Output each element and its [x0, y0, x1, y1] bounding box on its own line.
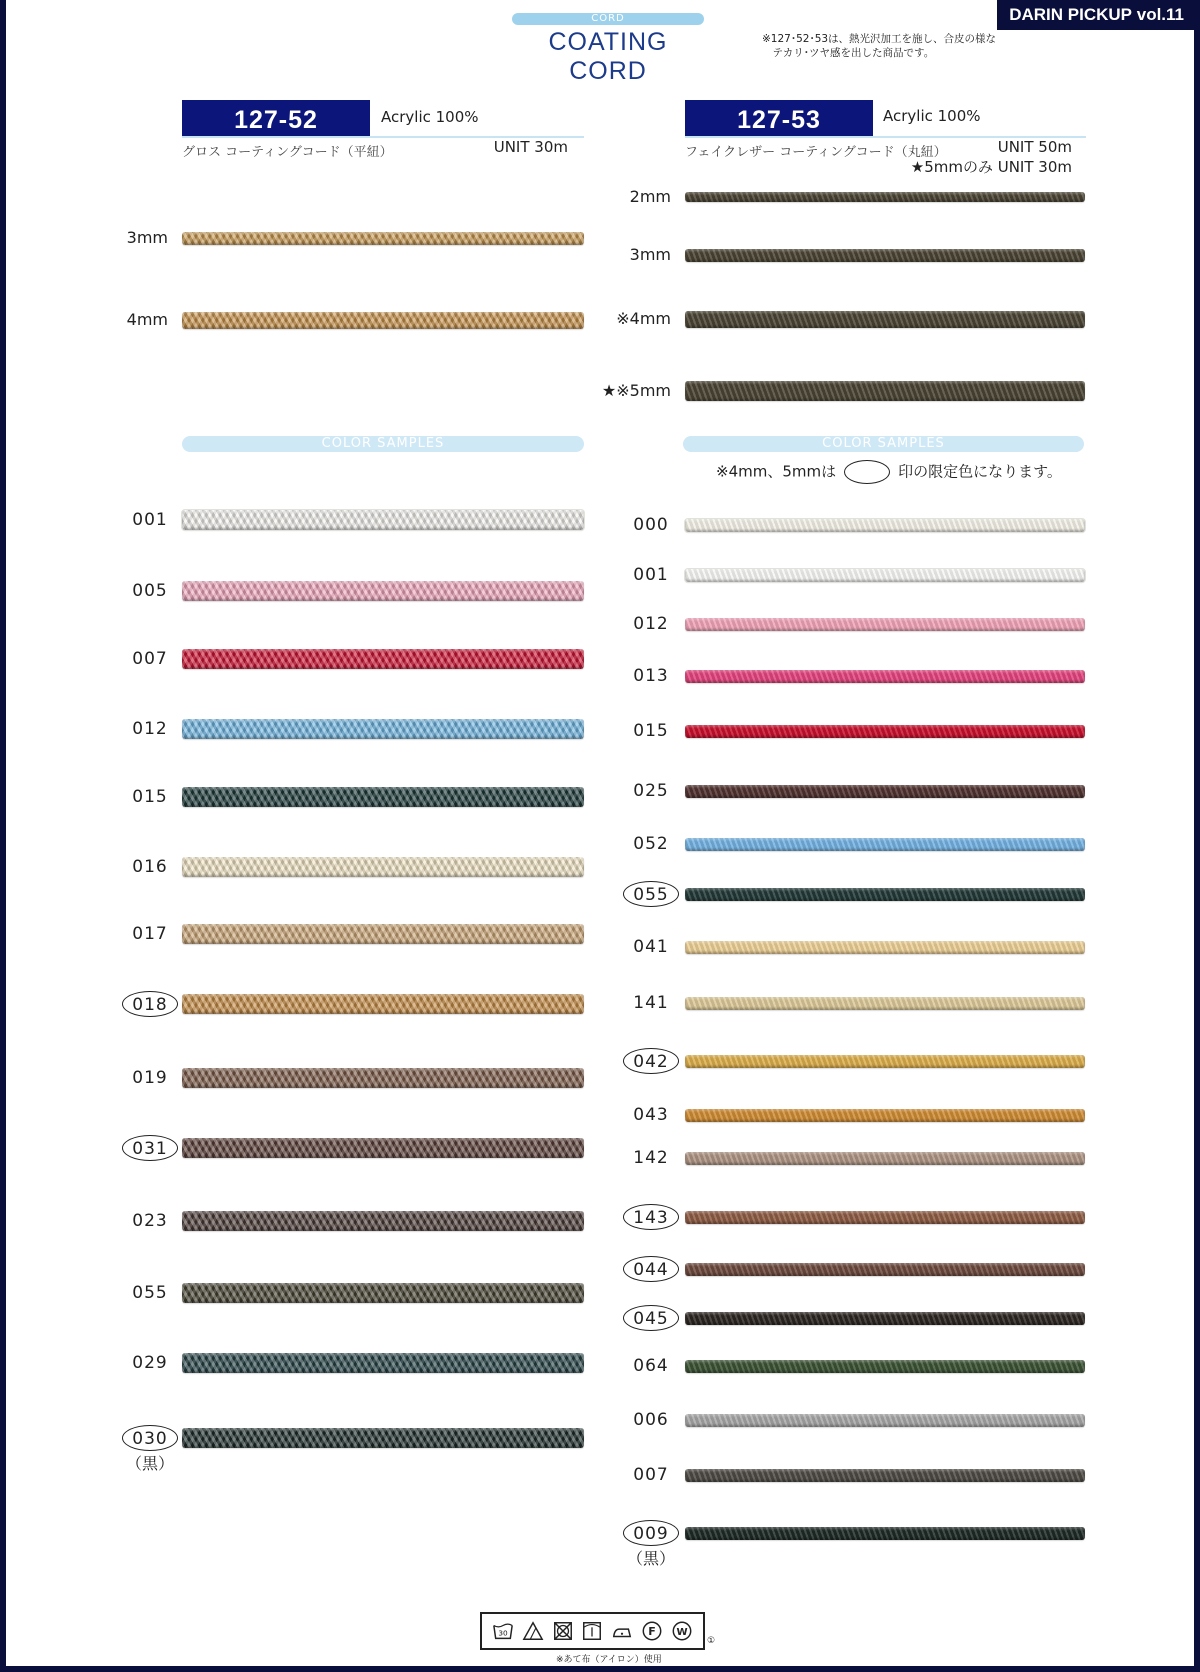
color-code: 012 [633, 614, 669, 634]
color-swatch [182, 1353, 584, 1373]
color-code: 017 [132, 924, 168, 944]
color-code: 052 [633, 834, 669, 854]
color-swatch [182, 581, 584, 601]
color-swatch [685, 941, 1085, 954]
color-code: 015 [633, 721, 669, 741]
color-code: 031 [122, 1135, 178, 1161]
color-code: 016 [132, 857, 168, 877]
brand-name: DARIN PICKUP [1009, 5, 1132, 24]
color-swatch [182, 1283, 584, 1303]
product-subname: フェイクレザー コーティングコード（丸紐） [685, 145, 947, 160]
wash-30-icon [492, 1620, 514, 1642]
color-note: （黒） [125, 1454, 174, 1473]
top-note: ※127･52･53は、熱光沢加工を施し、合皮の様な テカリ･ツヤ感を出した商品です。 [762, 33, 997, 59]
size-label: 3mm [126, 228, 168, 247]
svg-text:W: W [676, 1627, 688, 1639]
color-code: 001 [633, 565, 669, 585]
color-code: 064 [633, 1356, 669, 1376]
color-code: 013 [633, 666, 669, 686]
color-code: 045 [623, 1305, 679, 1331]
color-swatch [685, 888, 1085, 901]
color-code: 007 [633, 1465, 669, 1485]
color-swatch [685, 1211, 1085, 1224]
size-label: 3mm [629, 245, 671, 264]
color-swatch [182, 994, 584, 1014]
limited-note-prefix: ※4mm、5mmは [716, 462, 837, 481]
color-code: 030 [122, 1425, 178, 1451]
material-label: Acrylic 100% [883, 107, 981, 125]
wet-clean-w-icon [671, 1620, 693, 1642]
size-label: 2mm [629, 187, 671, 206]
cord-swatch [685, 192, 1085, 202]
color-swatch [182, 1068, 584, 1088]
color-swatch [685, 1527, 1085, 1540]
color-swatch [182, 857, 584, 877]
color-swatch [685, 785, 1085, 798]
color-swatch [685, 1152, 1085, 1165]
hang-dry-icon [581, 1620, 603, 1642]
product-subname: グロス コーティングコード（平紐） [182, 145, 393, 160]
color-swatch [182, 1428, 584, 1448]
product-code-127-52: 127-52 [182, 100, 370, 138]
color-code: 006 [633, 1410, 669, 1430]
category-pill: CORD [512, 13, 704, 25]
color-swatch [685, 1055, 1085, 1068]
color-samples-pill: COLOR SAMPLES [683, 436, 1084, 452]
limited-color-note [716, 460, 1062, 484]
color-code: 015 [132, 787, 168, 807]
color-code: 025 [633, 781, 669, 801]
care-symbols [480, 1612, 705, 1650]
size-label: ※4mm [616, 309, 671, 328]
cord-swatch [182, 312, 584, 329]
color-code: 141 [633, 993, 669, 1013]
color-code: 018 [122, 991, 178, 1017]
color-code: 055 [623, 881, 679, 907]
iron-icon [611, 1620, 633, 1642]
color-code: 055 [132, 1283, 168, 1303]
color-code: 012 [132, 719, 168, 739]
care-note: ※あて布（アイロン）使用 [556, 1655, 662, 1665]
color-code: 001 [132, 510, 168, 530]
color-code: 023 [132, 1211, 168, 1231]
brand-badge [997, 0, 1194, 30]
color-swatch [685, 618, 1085, 631]
bleach-icon [522, 1620, 544, 1642]
color-code: 042 [623, 1048, 679, 1074]
color-swatch [685, 1469, 1085, 1482]
oval-mark-icon [844, 460, 890, 484]
color-swatch [182, 1211, 584, 1231]
svg-text:F: F [648, 1625, 656, 1639]
color-swatch [182, 510, 584, 530]
color-swatch [685, 519, 1085, 532]
color-swatch [182, 1138, 584, 1158]
color-code: 044 [623, 1256, 679, 1282]
color-swatch [182, 924, 584, 944]
color-code: 019 [132, 1068, 168, 1088]
color-code: 043 [633, 1105, 669, 1125]
page-title: COATING CORD [548, 28, 668, 85]
color-swatch [685, 670, 1085, 683]
color-code: 007 [132, 649, 168, 669]
cord-swatch [685, 249, 1085, 262]
color-swatch [685, 1360, 1085, 1373]
color-swatch [685, 838, 1085, 851]
color-swatch [685, 997, 1085, 1010]
color-swatch [685, 1312, 1085, 1325]
no-tumble-dry-icon [552, 1620, 574, 1642]
size-label: ★※5mm [601, 381, 671, 400]
material-label: Acrylic 100% [381, 108, 479, 126]
color-code: 143 [623, 1204, 679, 1230]
unit-label: UNIT 30m [493, 138, 568, 156]
color-code: 005 [132, 581, 168, 601]
color-note: （黒） [626, 1549, 675, 1568]
size-label: 4mm [126, 310, 168, 329]
care-footnote-mark: ① [707, 1636, 716, 1646]
color-swatch [182, 719, 584, 739]
dry-clean-f-icon [641, 1620, 663, 1642]
product-code-127-53: 127-53 [685, 100, 873, 138]
color-code: 142 [633, 1148, 669, 1168]
color-code: 041 [633, 937, 669, 957]
cord-swatch [182, 232, 584, 245]
color-swatch [182, 649, 584, 669]
color-swatch [685, 569, 1085, 582]
color-swatch [685, 1414, 1085, 1427]
color-swatch [685, 1109, 1085, 1122]
color-swatch [685, 725, 1085, 738]
limited-note-suffix: 印の限定色になります。 [898, 462, 1062, 481]
color-code: 000 [633, 515, 669, 535]
color-swatch [685, 1263, 1085, 1276]
volume-label: vol.11 [1136, 5, 1184, 24]
unit-note-5mm: ★5mmのみ UNIT 30m [910, 158, 1072, 176]
cord-swatch [685, 311, 1085, 328]
svg-text:30: 30 [498, 1628, 508, 1638]
cord-swatch [685, 381, 1085, 401]
unit-label: UNIT 50m [997, 138, 1072, 156]
color-samples-pill: COLOR SAMPLES [182, 436, 584, 452]
color-swatch [182, 787, 584, 807]
color-code: 009 [623, 1520, 679, 1546]
color-code: 029 [132, 1353, 168, 1373]
